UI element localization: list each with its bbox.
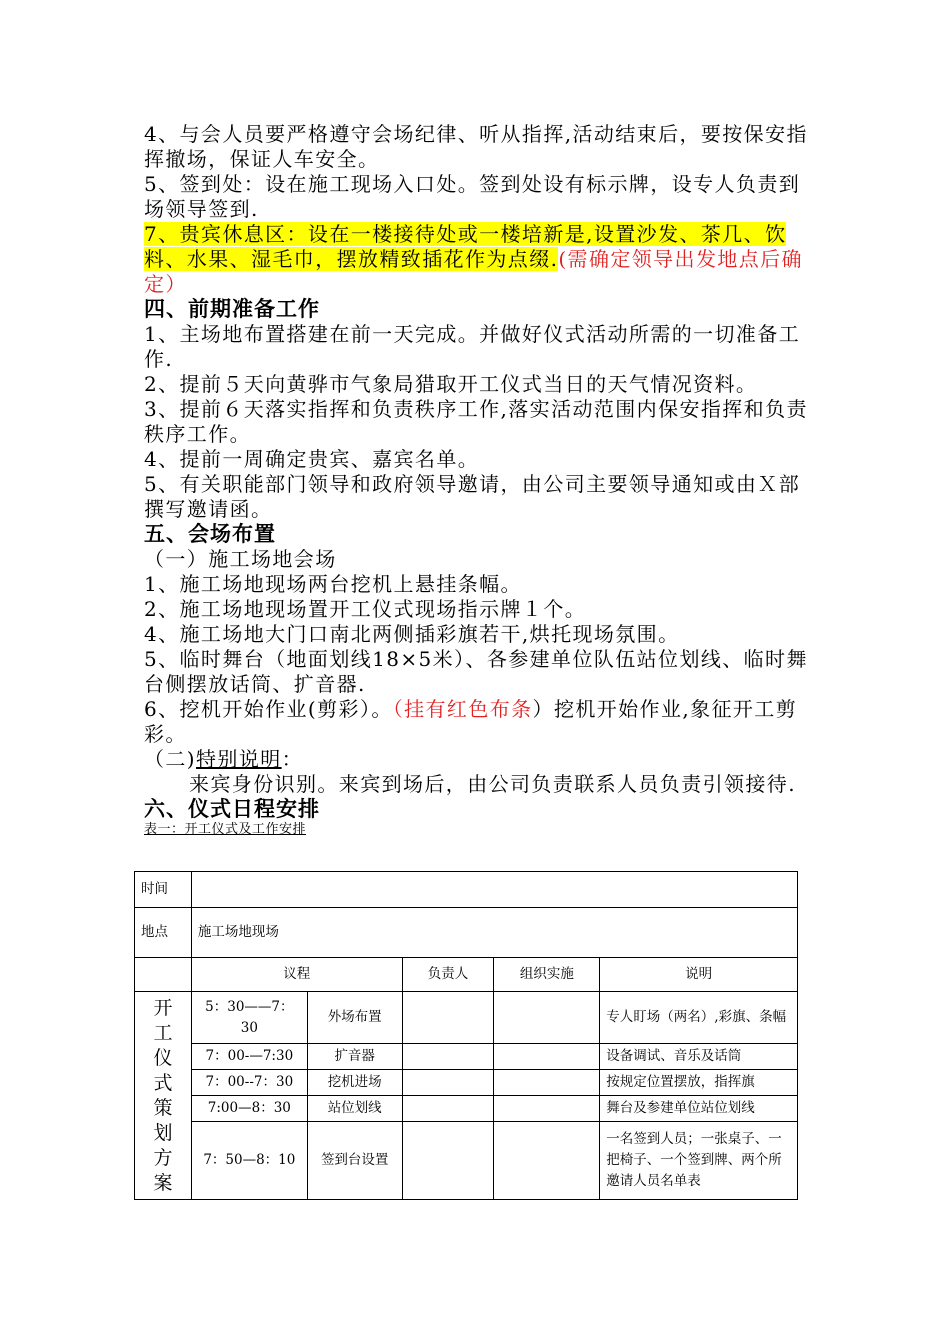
table-row xyxy=(135,908,798,958)
s5-sub2-prefix: （二) xyxy=(144,747,197,771)
row-time: 7:00—8：30 xyxy=(191,1096,307,1122)
row-owner xyxy=(402,1044,494,1070)
s5-subheading-2 xyxy=(144,747,808,772)
header-blank xyxy=(135,958,192,992)
row-owner xyxy=(402,1070,494,1096)
para-7-highlight: 7、贵宾休息区：设在一楼接待处或一楼培新是,设置沙发、茶几、饮料、水果、湿毛巾，摆放精致插花作为点缀. xyxy=(144,222,787,271)
header-owner: 负责人 xyxy=(402,958,494,992)
table-row xyxy=(135,1122,798,1200)
row-org xyxy=(494,992,600,1044)
row-time: 7：00--7：30 xyxy=(191,1070,307,1096)
s5-item: 2、施工场地现场置开工仪式现场指示牌１个。 xyxy=(144,597,587,621)
row-item: 站位划线 xyxy=(307,1096,402,1122)
s4-item: 2、提前５天向黄骅市气象局猎取开工仪式当日的天气情况资料。 xyxy=(144,372,758,396)
row-org xyxy=(494,1070,600,1096)
s5-item-6-a: 6、挖机开始作业(剪彩）。 xyxy=(144,697,393,721)
s5-item-6 xyxy=(144,697,808,747)
table-header-row xyxy=(135,958,798,992)
para-4: 4、与会人员要严格遵守会场纪律、听从指挥,活动结束后，要按保安指挥撤场，保证人车安全。 xyxy=(144,122,808,171)
header-org: 组织实施 xyxy=(494,958,600,992)
time-value xyxy=(191,872,797,908)
s4-item: 5、有关职能部门领导和政府领导邀请，由公司主要领导通知或由Ｘ部撰写邀请函。 xyxy=(144,472,801,521)
row-item: 挖机进场 xyxy=(307,1070,402,1096)
s5-item: 1、施工场地现场两台挖机上悬挂条幅。 xyxy=(144,572,522,596)
section-4-title: 四、前期准备工作 xyxy=(144,297,320,321)
row-owner xyxy=(402,1122,494,1200)
s5-subheading-1: （一）施工场地会场 xyxy=(144,547,337,571)
para-7 xyxy=(144,222,808,297)
row-note: 一名签到人员；一张桌子、一把椅子、一个签到牌、两个所邀请人员名单表 xyxy=(600,1122,798,1200)
s5-item-6-b: ）挖机开始作业,象征开工剪彩。 xyxy=(144,697,798,746)
s5-sub2-title: 特别说明 xyxy=(196,747,282,771)
row-item: 外场布置 xyxy=(307,992,402,1044)
row-org xyxy=(494,1044,600,1070)
row-time: 5：30——7：30 xyxy=(191,992,307,1044)
s4-item: 1、主场地布置搭建在前一天完成。并做好仪式活动所需的一切准备工作. xyxy=(144,322,801,371)
row-item: 签到台设置 xyxy=(307,1122,402,1200)
s4-item: 4、提前一周确定贵宾、嘉宾名单。 xyxy=(144,447,480,471)
row-note: 专人盯场（两名）,彩旗、条幅 xyxy=(600,992,798,1044)
row-org xyxy=(494,1096,600,1122)
time-label: 时间 xyxy=(135,872,192,908)
row-note: 舞台及参建单位站位划线 xyxy=(600,1096,798,1122)
header-note: 说明 xyxy=(600,958,798,992)
s5-item-6-red: （挂有红色布条 xyxy=(392,697,533,721)
s5-item: 4、施工场地大门口南北两侧插彩旗若干,烘托现场氛围。 xyxy=(144,622,680,646)
place-label: 地点 xyxy=(135,908,192,958)
section-6-title: 六、仪式日程安排 xyxy=(144,797,320,821)
row-owner xyxy=(402,1096,494,1122)
section-5-title: 五、会场布置 xyxy=(144,522,276,546)
row-note: 按规定位置摆放，指挥旗 xyxy=(600,1070,798,1096)
para-5: 5、签到处：设在施工现场入口处。签到处设有标示牌，设专人负责到场领导签到. xyxy=(144,172,801,221)
special-note: 来宾身份识别。来宾到场后，由公司负责联系人员负责引领接待. xyxy=(189,772,796,796)
side-label: 开 工 仪 式 策 划 方 案 xyxy=(135,992,192,1200)
schedule-table xyxy=(134,871,798,1200)
table-row xyxy=(135,1070,798,1096)
row-note: 设备调试、音乐及话筒 xyxy=(600,1044,798,1070)
s5-item: 5、临时舞台（地面划线18×5米）、各参建单位队伍站位划线、临时舞台侧摆放话筒、扩音器. xyxy=(144,647,808,696)
para-7-note: (需确定领导出发地点后确定） xyxy=(144,247,803,296)
s5-sub2-colon: ： xyxy=(281,747,304,771)
table-row xyxy=(135,1044,798,1070)
row-time: 7：50—8：10 xyxy=(191,1122,307,1200)
s4-item: 3、提前６天落实指挥和负责秩序工作,落实活动范围内保安指挥和负责秩序工作。 xyxy=(144,397,808,446)
header-agenda: 议程 xyxy=(191,958,402,992)
table-row xyxy=(135,872,798,908)
place-value: 施工场地现场 xyxy=(191,908,797,958)
row-time: 7：00-—7:30 xyxy=(191,1044,307,1070)
row-owner xyxy=(402,992,494,1044)
row-org xyxy=(494,1122,600,1200)
table-row xyxy=(135,1096,798,1122)
table-row xyxy=(135,992,798,1044)
table-caption: 表一：开工仪式及工作安排 xyxy=(144,822,307,837)
document-body xyxy=(144,122,808,838)
row-item: 扩音器 xyxy=(307,1044,402,1070)
